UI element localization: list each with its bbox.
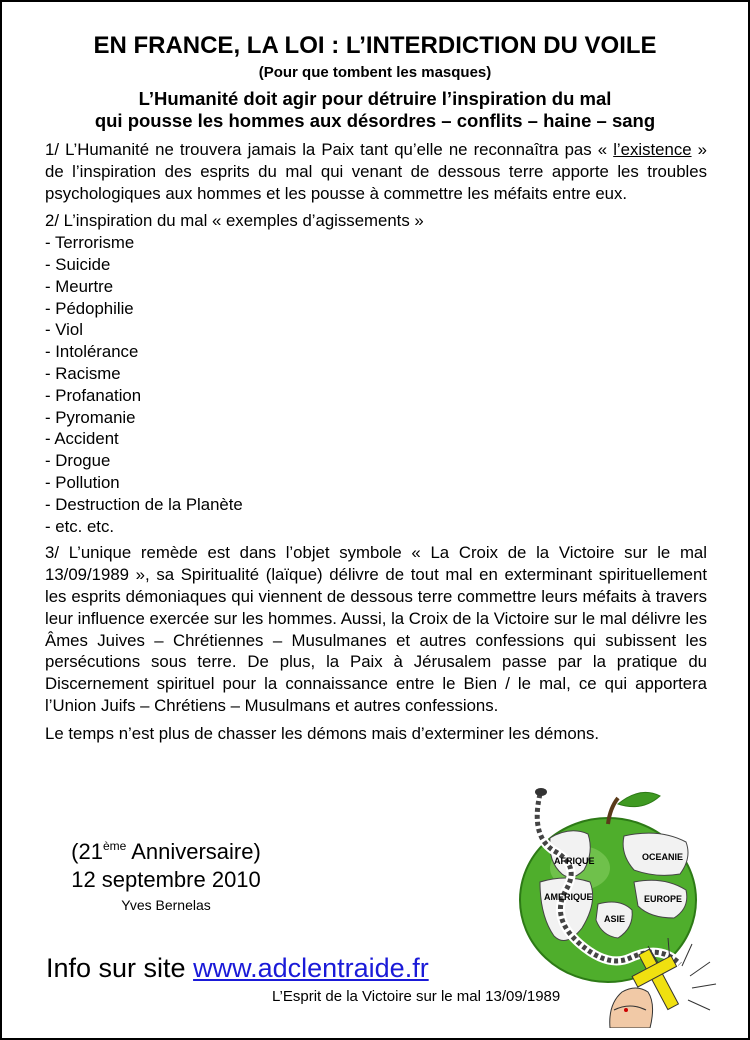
paragraph-2-intro: 2/ L’inspiration du mal « exemples d’agissements » <box>45 211 424 231</box>
list-item: - Pédophilie <box>45 298 134 318</box>
heading-line-1: L’Humanité doit agir pour détruire l’inspiration du mal <box>138 88 612 109</box>
page-title: EN FRANCE, LA LOI : L’INTERDICTION DU VOILE <box>93 32 657 59</box>
paragraph-1-start: 1/ L’Humanité ne trouvera jamais la Paix tant qu’elle ne reconnaîtra pas « <box>45 140 614 159</box>
label-africa: AFRIQUE <box>554 856 595 866</box>
label-europe: EUROPE <box>644 894 683 904</box>
list-item: - Terrorisme <box>45 233 135 253</box>
image-caption: L’Esprit de la Victoire sur le mal 13/09/1989 <box>272 988 561 1005</box>
section-heading <box>2 88 748 132</box>
list-item: - Accident <box>45 429 119 449</box>
page-subtitle: (Pour que tombent les masques) <box>258 64 492 81</box>
website-link[interactable]: www.adclentraide.fr <box>193 953 429 983</box>
list-item: - Pollution <box>45 472 120 492</box>
info-label: Info sur site <box>46 953 194 983</box>
list-item: - Profanation <box>45 385 142 405</box>
heading-line-2: qui pousse les hommes aux désordres – conflits – haine – sang <box>94 110 656 131</box>
list-item: - Destruction de la Planète <box>45 494 243 514</box>
evil-examples-list <box>45 232 707 537</box>
paragraph-3: 3/ L’unique remède est dans l’objet symbole « La Croix de la Victoire sur le mal 13/09/1989 », sa Spiritualité (laïque) délivre de tout mal en exterminant spirituellement les esprits démoniaques qui viennent de dessous terre commettre leurs méfaits à travers leur influence exercée sur les hommes. Aussi, la Croix de la Victoire sur le mal délivre les Âmes Juives – Chrétiennes – Musulmanes et autres confessions qui subissent les persécutions sous terre. De plus, la Paix à Jérusalem passe par la pratique du Discernement spirituel pour la connaissance entre le Bien / le mal, ce qui apportera l’Union Juifs – Chrétiens – Musulmans et autres confessions. <box>45 543 707 715</box>
anniversary-line <box>32 839 300 865</box>
anniversary-superscript: ème <box>102 839 127 853</box>
paragraph-1-end: » de l’inspiration des esprits du mal qui venant de dessous terre apporte les troubles psychologiques aux hommes et les pousse à commettre les méfaits entre eux. <box>45 140 707 203</box>
list-item: - Racisme <box>45 363 121 383</box>
label-asia: ASIE <box>604 914 626 924</box>
list-item: - Intolérance <box>45 342 139 362</box>
anniversary-number: (21 <box>71 839 103 864</box>
existence-underlined: l’existence <box>613 140 692 159</box>
closing-sentence: Le temps n’est plus de chasser les démons mais d’exterminer les démons. <box>45 723 600 743</box>
blood-drop <box>624 1008 628 1012</box>
body-text <box>45 139 707 751</box>
list-item: - Meurtre <box>45 276 114 296</box>
info-line <box>46 952 429 984</box>
anniversary-block <box>32 839 300 914</box>
snake-head <box>535 788 547 796</box>
list-item: - etc. etc. <box>45 516 115 536</box>
author-name: Yves Bernelas <box>121 897 211 913</box>
paragraph-1 <box>45 139 707 204</box>
list-item: - Viol <box>45 320 83 340</box>
apple-leaf <box>618 792 660 806</box>
anniversary-word: Anniversaire) <box>126 839 261 864</box>
list-item: - Pyromanie <box>45 407 136 427</box>
list-item: - Suicide <box>45 254 111 274</box>
list-item: - Drogue <box>45 451 111 471</box>
hand <box>610 988 653 1028</box>
anniversary-date: 12 septembre 2010 <box>71 867 261 892</box>
label-america: AMERIQUE <box>544 892 593 902</box>
label-oceania: OCEANIE <box>642 852 684 862</box>
